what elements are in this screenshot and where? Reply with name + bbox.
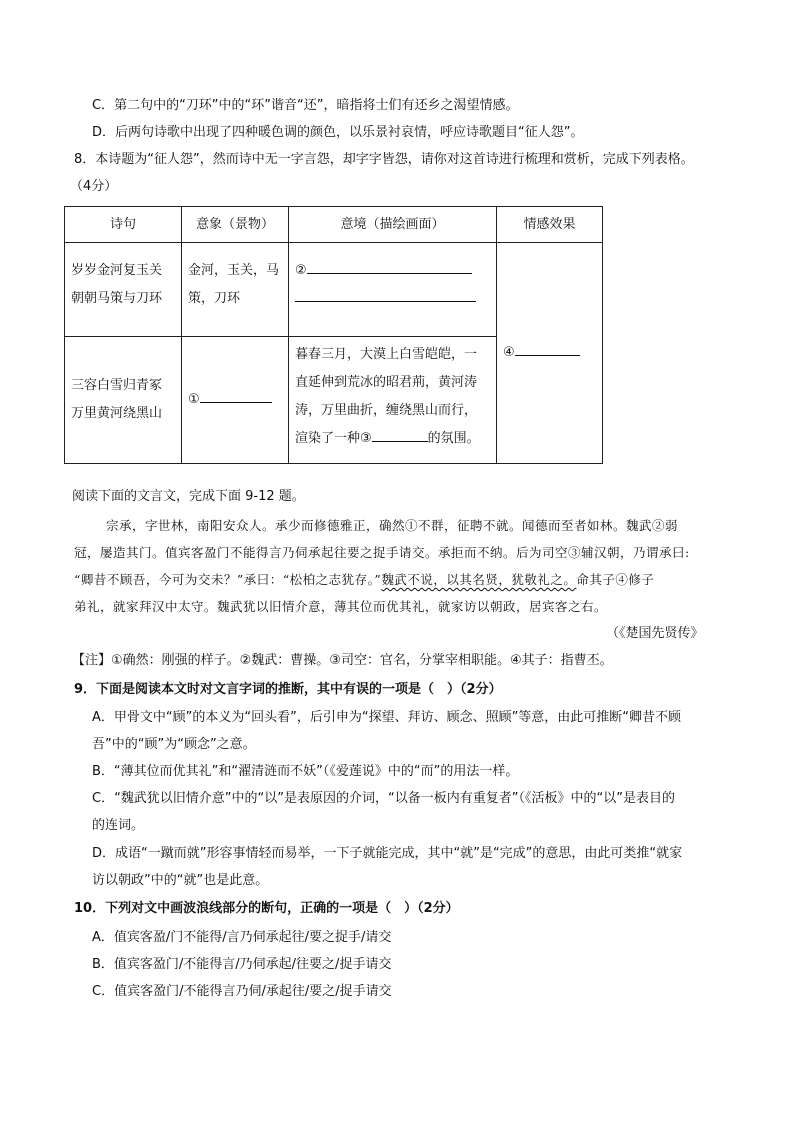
q9-option-a-line1: A．甲骨文中“顾”的本义为“回头看”，后引申为“探望、拜访、顾念、照顾”等意，由此可推断“卿昔不顾 xyxy=(92,710,682,725)
reading-intro: 阅读下面的文言文，完成下面 9-12 题。 xyxy=(72,489,305,504)
passage-notes: 【注】①确然：刚强的样子。②魏武：曹操。③司空：官名，分掌宰相职能。④其子：指曹丕。 xyxy=(72,653,613,668)
row2-scene xyxy=(289,337,497,464)
row2-verse-line2: 万里黄河绕黑山 xyxy=(71,406,163,421)
row2-scene-line4b: 的氛围。 xyxy=(427,431,480,446)
q9-stem: 9．下面是阅读本文时对文言字词的推断，其中有误的一项是（ ）（2分） xyxy=(74,682,502,697)
header-effect: 情感效果 xyxy=(497,207,603,243)
q10-option-c: C．值宾客盈门/不能得言乃伺/承起往/要之/捉手请交 xyxy=(92,984,392,999)
row2-scene-line2: 直延伸到荒冰的昭君荊，黄河涛 xyxy=(295,375,478,390)
passage-line3-a: “卿昔不顾吾，今可为交未？”承曰：“松柏之志犹存。” xyxy=(74,572,382,587)
row1-verse-line2: 朝朝马策与刀环 xyxy=(71,291,163,306)
header-imagery: 意象（景物） xyxy=(182,207,289,243)
blank-3[interactable] xyxy=(372,425,428,442)
row1-verse-line1: 岁岁金河复玉关 xyxy=(71,263,163,278)
blank-2-label: ② xyxy=(295,263,307,278)
blank-1[interactable] xyxy=(200,386,272,403)
row1-imagery xyxy=(182,243,289,337)
q8-points: （4分） xyxy=(70,179,118,194)
passage-source: （《楚国先贤传》 xyxy=(606,626,704,641)
row2-verse xyxy=(65,337,182,464)
q10-option-a: A．值宾客盈/门不能得/言乃伺承起往/要之捉手/请交 xyxy=(92,930,392,945)
row1-imagery-line2: 策，刀环 xyxy=(188,291,241,306)
row1-scene xyxy=(289,243,497,337)
q7-option-d: D．后两句诗歌中出现了四种暖色调的颜色，以乐景衬哀情，呼应诗歌题目“征人怨”。 xyxy=(92,125,584,140)
row2-scene-line1: 暮春三月，大漠上白雪皑皑，一 xyxy=(295,347,478,362)
header-scene: 意境（描绘画面） xyxy=(289,207,497,243)
row2-verse-line1: 三容白雪归青冢 xyxy=(71,378,163,393)
passage-line4: 弟礼，就家拜汉中太守。魏武犹以旧情介意，薄其位而优其礼，就家访以朝政，居宾客之右。 xyxy=(74,599,608,614)
q10-stem: 10．下列对文中画波浪线部分的断句，正确的一项是（ ）（2分） xyxy=(74,901,459,916)
passage-line3 xyxy=(74,571,654,589)
blank-4[interactable] xyxy=(515,339,580,356)
blank-2-line1[interactable] xyxy=(307,257,472,274)
passage-line3-c: 命其子④修子 xyxy=(576,572,655,587)
q10-option-b: B．值宾客盈门/不能得言/乃伺承起/往要之/捉手请交 xyxy=(92,957,392,972)
passage-line3-underlined: 魏武不说，以其名贤，犹敬礼之。 xyxy=(381,572,577,587)
header-verse: 诗句 xyxy=(65,207,182,243)
row1-imagery-line1: 金河，玉关，马 xyxy=(188,263,280,278)
blank-1-label: ① xyxy=(188,392,200,407)
blank-2-line2[interactable] xyxy=(295,285,476,302)
effect-cell xyxy=(497,243,603,464)
q9-option-d-line2: 访以朝政”中的“就”也是此意。 xyxy=(92,873,269,888)
q9-option-c-line2: 的连词。 xyxy=(92,818,145,833)
row2-scene-line3: 涛，万里曲折，缠绕黑山而行， xyxy=(295,403,478,418)
q8-stem: 8．本诗题为“征人怨”，然而诗中无一字言怨，却字字皆怨，请你对这首诗进行梳理和赏析，完成下列表格。 xyxy=(74,152,694,167)
q7-option-c: C．第二句中的“刀环”中的“环”谐音“还”，暗指将士们有还乡之渴望情感。 xyxy=(92,98,519,113)
passage-line1: 宗承，字世林，南阳安众人。承少而修德雅正，确然①不群，征聘不就。闻德而至者如林。魏武②弱 xyxy=(106,518,679,533)
passage-line2: 冠，屡造其门。值宾客盈门不能得言乃伺承起往要之捉手请交。承拒而不纳。后为司空③辅汉朝，乃谓承曰: xyxy=(74,545,690,560)
q9-option-b: B．“薄其位而优其礼”和“濯清涟而不妖”（《爱莲说》中的“而”的用法一样。 xyxy=(92,764,519,779)
q9-option-c-line1: C．“魏武犹以旧情介意”中的“以”是表原因的介词，“以备一板内有重复者”（《活板》中的“以”是表目的 xyxy=(92,791,675,806)
row1-verse xyxy=(65,243,182,337)
q9-option-d-line1: D．成语“一蹴而就”形容事情轻而易举，一下子就能完成，其中“就”是“完成”的意思，由此可类推“就家 xyxy=(92,846,683,861)
row2-scene-line4a: 渲染了一种③ xyxy=(295,431,372,446)
row2-imagery xyxy=(182,337,289,464)
q9-option-a-line2: 吾”中的“顾”为“顾念”之意。 xyxy=(92,737,256,752)
blank-4-label: ④ xyxy=(503,345,515,360)
poem-analysis-table xyxy=(64,206,603,464)
